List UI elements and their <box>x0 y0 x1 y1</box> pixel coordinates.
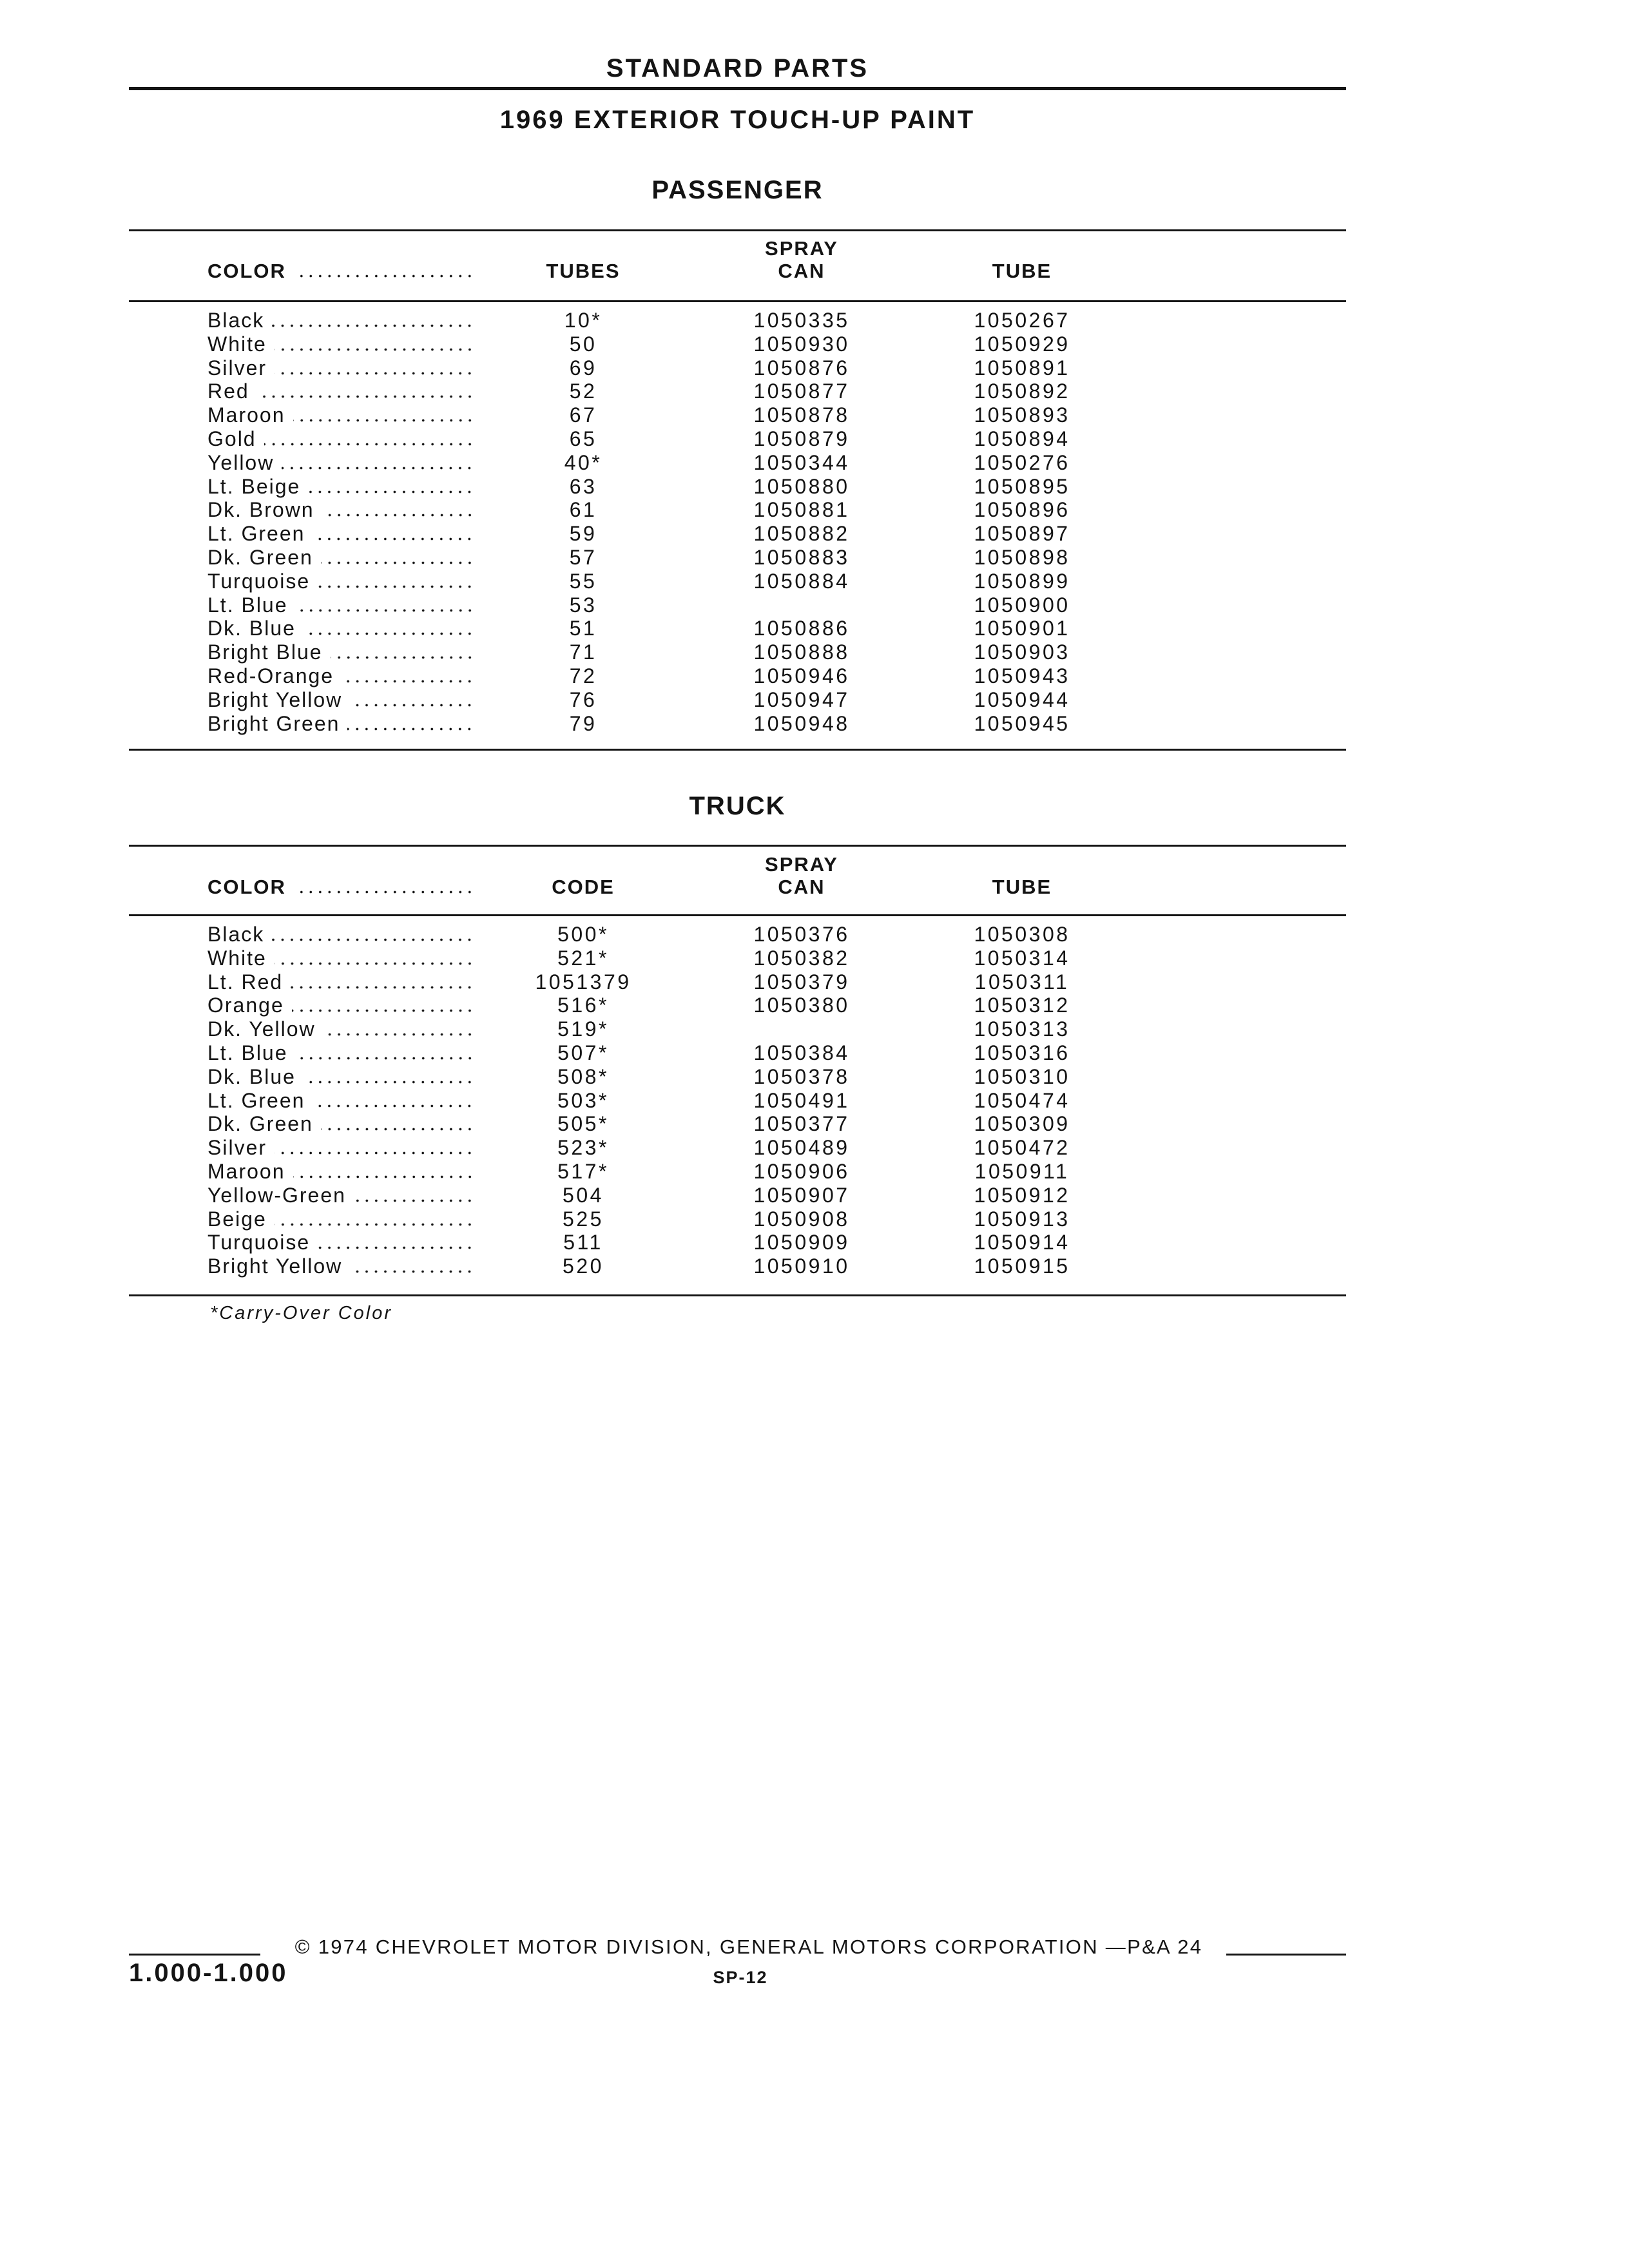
tube-cell: 1050472 <box>974 1136 1070 1160</box>
copyright-notice: © 1974 CHEVROLET MOTOR DIVISION, GENERAL MOTORS CORPORATION —P&A 24 <box>294 1936 1203 1958</box>
leader-dots <box>322 514 474 517</box>
leader-dots <box>350 704 474 707</box>
color-cell <box>207 617 474 640</box>
code-cell: 505* <box>557 1112 609 1136</box>
code-cell: 40* <box>564 450 602 474</box>
color-column-header <box>207 260 474 283</box>
table-row <box>0 1136 1629 1160</box>
color-name: Maroon <box>207 1160 285 1183</box>
spray-can-cell: 1050882 <box>753 522 850 546</box>
table-bottom-rule <box>129 1294 1346 1296</box>
color-cell <box>207 712 474 736</box>
tube-cell: 1050892 <box>974 380 1070 403</box>
color-name: Bright Yellow <box>207 687 343 711</box>
table-row <box>0 451 1629 475</box>
code-cell: 525 <box>563 1207 604 1231</box>
code-cell: 508* <box>557 1064 609 1088</box>
leader-dots <box>323 1033 474 1036</box>
tube-cell: 1050310 <box>974 1064 1070 1088</box>
spray-can-cell: 1050379 <box>753 970 850 994</box>
spray-can-cell: 1050880 <box>753 474 850 498</box>
color-name: Turquoise <box>207 1231 311 1254</box>
tube-cell: 1050316 <box>974 1041 1070 1064</box>
color-cell <box>207 994 474 1017</box>
code-cell: 517* <box>557 1160 609 1183</box>
tube-cell: 1050900 <box>974 593 1070 617</box>
color-cell <box>207 522 474 546</box>
code-cell: 76 <box>569 687 597 711</box>
color-cell <box>207 1041 474 1065</box>
table-row <box>0 994 1629 1017</box>
color-name: Bright Green <box>207 711 340 735</box>
color-cell <box>207 923 474 947</box>
color-name: Yellow-Green <box>207 1183 346 1207</box>
code-cell: 79 <box>569 711 597 735</box>
tube-cell: 1050913 <box>974 1207 1070 1231</box>
table-row <box>0 712 1629 736</box>
color-name: White <box>207 946 267 970</box>
tube-cell: 1050929 <box>974 332 1070 356</box>
color-name: Silver <box>207 1136 267 1160</box>
color-name: Gold <box>207 427 256 450</box>
color-cell <box>207 380 474 403</box>
code-cell: 500* <box>557 923 609 946</box>
spray-can-cell: 1050335 <box>753 309 850 332</box>
code-cell: 504 <box>563 1183 604 1207</box>
leader-dots <box>313 1104 474 1108</box>
color-name: Maroon <box>207 403 285 427</box>
color-cell <box>207 1254 474 1278</box>
code-cell: 65 <box>569 427 597 450</box>
color-column-header <box>207 876 474 899</box>
table-bottom-rule <box>129 749 1346 751</box>
table-row <box>0 498 1629 522</box>
header-bottom-rule <box>129 914 1346 916</box>
spray-can-cell: 1050376 <box>753 923 850 946</box>
color-name: Black <box>207 309 265 332</box>
passenger-heading: PASSENGER <box>651 176 824 204</box>
table-row <box>0 1254 1629 1278</box>
leader-dots <box>275 1223 474 1226</box>
spray-can-cell: 1050947 <box>753 687 850 711</box>
tube-cell: 1050898 <box>974 546 1070 569</box>
leader-dots <box>294 890 474 894</box>
color-cell <box>207 1089 474 1113</box>
table-row <box>0 1160 1629 1184</box>
tube-cell: 1050903 <box>974 640 1070 664</box>
leader-dots <box>275 962 474 965</box>
leader-dots <box>350 1270 474 1273</box>
code-cell: 521* <box>557 946 609 970</box>
tube-cell: 1050896 <box>974 498 1070 522</box>
table-row <box>0 617 1629 640</box>
leader-dots <box>272 324 474 327</box>
table-row <box>0 1089 1629 1113</box>
tube-cell: 1050912 <box>974 1183 1070 1207</box>
leader-dots <box>293 419 475 422</box>
spray-can-cell: 1050881 <box>753 498 850 522</box>
code-cell: 507* <box>557 1041 609 1064</box>
color-cell <box>207 640 474 664</box>
color-cell <box>207 475 474 499</box>
color-name: Dk. Brown <box>207 498 314 522</box>
color-name: Red <box>207 380 249 403</box>
code-cell: 516* <box>557 994 609 1017</box>
table-top-rule <box>129 845 1346 847</box>
table-row <box>0 403 1629 427</box>
spray-can-cell: 1050910 <box>753 1254 850 1278</box>
spray-can-cell: 1050908 <box>753 1207 850 1231</box>
color-cell <box>207 1065 474 1089</box>
leader-dots <box>257 395 474 398</box>
code-cell: 50 <box>569 332 597 356</box>
color-cell <box>207 1184 474 1207</box>
spray-can-cell: 1050909 <box>753 1231 850 1254</box>
color-cell <box>207 546 474 570</box>
table-row <box>0 1231 1629 1254</box>
leader-dots <box>354 1199 474 1202</box>
code-cell: 55 <box>569 569 597 593</box>
spray-can-cell: 1050380 <box>753 994 850 1017</box>
color-cell <box>207 309 474 332</box>
table-row <box>0 1065 1629 1089</box>
code-cell: 71 <box>569 640 597 664</box>
leader-dots <box>331 656 474 659</box>
color-cell <box>207 1160 474 1184</box>
color-cell <box>207 688 474 712</box>
color-name: Yellow <box>207 450 275 474</box>
spray-can-cell: 1050489 <box>753 1136 850 1160</box>
spray-can-cell: 1050377 <box>753 1112 850 1136</box>
color-name: Dk. Yellow <box>207 1017 316 1041</box>
header-rule <box>129 87 1346 90</box>
tube-cell: 1050276 <box>974 450 1070 474</box>
truck-heading: TRUCK <box>689 792 786 820</box>
color-header-label: COLOR <box>207 260 286 282</box>
spray-can-column-header: CAN <box>778 260 825 282</box>
color-name: Lt. Beige <box>207 474 301 498</box>
table-row <box>0 332 1629 356</box>
code-cell: 72 <box>569 664 597 687</box>
table-row <box>0 427 1629 451</box>
footer-left-line <box>129 1954 260 1956</box>
tube-cell: 1050895 <box>974 474 1070 498</box>
spray-can-cell: 1050878 <box>753 403 850 427</box>
color-name: Turquoise <box>207 569 311 593</box>
tube-cell: 1050312 <box>974 994 1070 1017</box>
color-name: Dk. Blue <box>207 617 296 640</box>
tube-cell: 1050911 <box>974 1160 1070 1183</box>
leader-dots <box>293 1175 475 1178</box>
table-row <box>0 1112 1629 1136</box>
color-name: Bright Blue <box>207 640 323 664</box>
spray-can-cell: 1050879 <box>753 427 850 450</box>
color-name: Orange <box>207 994 284 1017</box>
color-name: Dk. Blue <box>207 1064 296 1088</box>
color-cell <box>207 1112 474 1136</box>
spray-can-cell: 1050946 <box>753 664 850 687</box>
color-name: Lt. Green <box>207 1088 305 1112</box>
spray-can-cell: 1050491 <box>753 1088 850 1112</box>
tube-cell: 1050308 <box>974 923 1070 946</box>
leader-dots <box>304 1081 474 1084</box>
page-title: 1969 EXTERIOR TOUCH-UP PAINT <box>499 106 976 134</box>
code-cell: 57 <box>569 546 597 569</box>
code-cell: 63 <box>569 474 597 498</box>
code-cell: 61 <box>569 498 597 522</box>
spray-can-cell: 1050930 <box>753 332 850 356</box>
table-row <box>0 475 1629 499</box>
tube-cell: 1050894 <box>974 427 1070 450</box>
color-name: Black <box>207 923 265 946</box>
tube-cell: 1050915 <box>974 1254 1070 1278</box>
tube-cell: 1050267 <box>974 309 1070 332</box>
leader-dots <box>291 986 474 989</box>
leader-dots <box>342 680 474 683</box>
code-cell: 59 <box>569 522 597 546</box>
footer-right-line <box>1226 1954 1346 1956</box>
spray-can-cell: 1050382 <box>753 946 850 970</box>
code-cell: 53 <box>569 593 597 617</box>
table-row <box>0 309 1629 332</box>
table-row <box>0 947 1629 970</box>
leader-dots <box>313 537 474 541</box>
spray-header-top: SPRAY <box>765 237 838 260</box>
table-row <box>0 688 1629 712</box>
table-top-rule <box>129 229 1346 231</box>
table-row <box>0 1017 1629 1041</box>
spray-can-cell: 1050378 <box>753 1064 850 1088</box>
color-cell <box>207 1231 474 1254</box>
table-row <box>0 640 1629 664</box>
leader-dots <box>308 490 474 494</box>
spray-can-cell: 1050883 <box>753 546 850 569</box>
footnote: *Carry-Over Color <box>210 1303 393 1323</box>
spray-can-cell: 1050888 <box>753 640 850 664</box>
table-row <box>0 1184 1629 1207</box>
table-row <box>0 593 1629 617</box>
color-cell <box>207 427 474 451</box>
spray-can-cell: 1050948 <box>753 711 850 735</box>
spray-can-cell: 1050886 <box>753 617 850 640</box>
code-cell: 67 <box>569 403 597 427</box>
spray-can-cell: 1050877 <box>753 380 850 403</box>
leader-dots <box>294 274 474 278</box>
color-cell <box>207 498 474 522</box>
color-cell <box>207 570 474 593</box>
code-cell: 503* <box>557 1088 609 1112</box>
code-cell: 52 <box>569 380 597 403</box>
color-name: Lt. Green <box>207 522 305 546</box>
code-cell: 519* <box>557 1017 609 1041</box>
table-row <box>0 522 1629 546</box>
color-cell <box>207 1207 474 1231</box>
table-row <box>0 356 1629 380</box>
color-name: Silver <box>207 356 267 380</box>
table-row <box>0 923 1629 947</box>
code-column-header: CODE <box>552 876 615 898</box>
table-row <box>0 570 1629 593</box>
color-cell <box>207 1017 474 1041</box>
table-row <box>0 546 1629 570</box>
color-name: Lt. Red <box>207 970 284 994</box>
leader-dots <box>275 348 474 351</box>
spray-can-cell: 1050344 <box>753 450 850 474</box>
color-cell <box>207 1136 474 1160</box>
tube-cell: 1050891 <box>974 356 1070 380</box>
leader-dots <box>318 1246 474 1249</box>
spray-can-cell: 1050876 <box>753 356 850 380</box>
color-cell <box>207 403 474 427</box>
color-name: White <box>207 332 267 356</box>
table-row <box>0 1041 1629 1065</box>
header-bottom-rule <box>129 300 1346 302</box>
leader-dots <box>318 585 474 588</box>
code-cell: 520 <box>563 1254 604 1278</box>
leader-dots <box>296 1057 474 1060</box>
tube-cell: 1050314 <box>974 946 1070 970</box>
tube-cell: 1050945 <box>974 711 1070 735</box>
color-cell <box>207 356 474 380</box>
tube-cell: 1050914 <box>974 1231 1070 1254</box>
color-cell <box>207 332 474 356</box>
spray-can-cell: 1050906 <box>753 1160 850 1183</box>
tube-column-header: TUBE <box>992 876 1052 898</box>
code-cell: 51 <box>569 617 597 640</box>
leader-dots <box>304 632 474 635</box>
tube-cell: 1050944 <box>974 687 1070 711</box>
leader-dots <box>282 466 474 470</box>
color-cell <box>207 970 474 994</box>
tube-cell: 1050474 <box>974 1088 1070 1112</box>
code-cell: 523* <box>557 1136 609 1160</box>
tube-cell: 1050943 <box>974 664 1070 687</box>
tube-cell: 1050313 <box>974 1017 1070 1041</box>
color-name: Lt. Blue <box>207 593 288 617</box>
table-row <box>0 664 1629 688</box>
color-cell <box>207 593 474 617</box>
code-cell: 69 <box>569 356 597 380</box>
table-row <box>0 970 1629 994</box>
tube-cell: 1050901 <box>974 617 1070 640</box>
spray-can-cell: 1050907 <box>753 1183 850 1207</box>
color-name: Dk. Green <box>207 1112 313 1136</box>
color-name: Dk. Green <box>207 546 313 569</box>
tubes-column-header: TUBES <box>546 260 621 282</box>
leader-dots <box>321 561 474 564</box>
leader-dots <box>275 1151 474 1155</box>
spray-can-cell: 1050884 <box>753 569 850 593</box>
spray-can-column-header: CAN <box>778 876 825 898</box>
spray-can-cell: 1050384 <box>753 1041 850 1064</box>
tube-cell: 1050893 <box>974 403 1070 427</box>
tube-cell: 1050309 <box>974 1112 1070 1136</box>
leader-dots <box>321 1128 474 1131</box>
tube-column-header: TUBE <box>992 260 1052 282</box>
spray-header-top: SPRAY <box>765 853 838 876</box>
color-name: Beige <box>207 1207 267 1231</box>
code-cell: 10* <box>564 309 602 332</box>
tube-cell: 1050897 <box>974 522 1070 546</box>
leader-dots <box>275 372 474 375</box>
color-name: Red-Orange <box>207 664 334 687</box>
color-name: Bright Yellow <box>207 1254 343 1278</box>
tube-cell: 1050311 <box>974 970 1070 994</box>
leader-dots <box>296 609 474 612</box>
color-name: Lt. Blue <box>207 1041 288 1064</box>
section-code: 1.000-1.000 <box>129 1959 288 1987</box>
color-cell <box>207 664 474 688</box>
leader-dots <box>292 1009 474 1012</box>
leader-dots <box>272 938 474 941</box>
tube-cell: 1050899 <box>974 569 1070 593</box>
table-row <box>0 1207 1629 1231</box>
color-cell <box>207 451 474 475</box>
table-row <box>0 380 1629 403</box>
leader-dots <box>347 727 474 731</box>
color-cell <box>207 947 474 970</box>
code-cell: 1051379 <box>535 970 631 994</box>
color-header-label: COLOR <box>207 876 286 898</box>
leader-dots <box>264 443 474 446</box>
code-cell: 511 <box>563 1231 603 1254</box>
section-title: STANDARD PARTS <box>606 54 869 82</box>
page-number: SP-12 <box>713 1968 768 1987</box>
